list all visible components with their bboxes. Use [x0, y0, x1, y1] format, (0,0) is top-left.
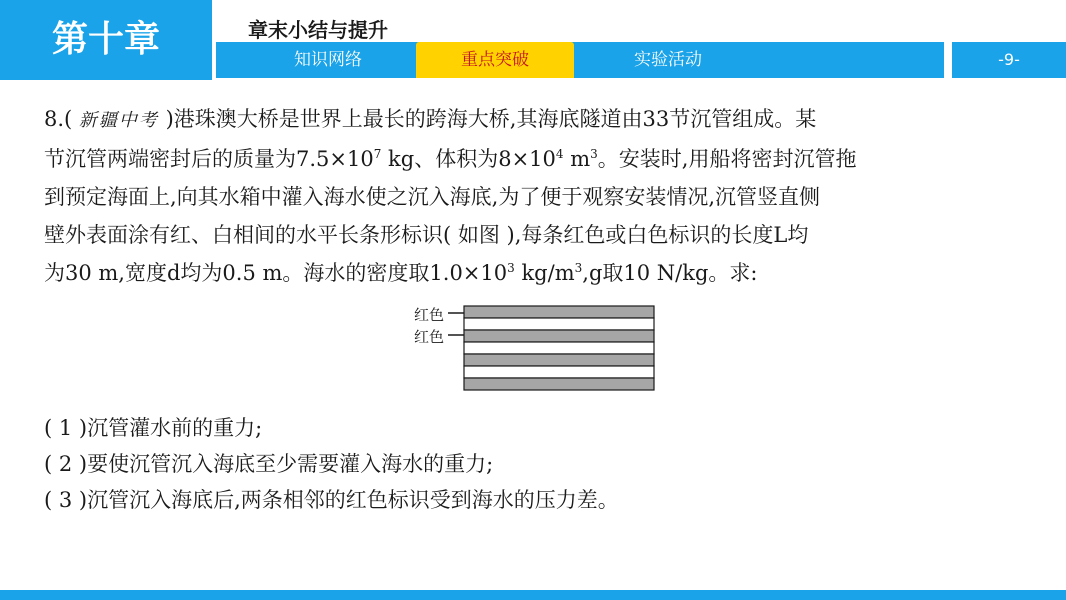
question-list	[44, 410, 619, 518]
question-2: ( 2 )要使沉管沉入海底至少需要灌入海水的重力;	[44, 452, 494, 476]
exponent: 3	[574, 261, 583, 275]
stripe-white	[464, 318, 654, 330]
stripe-figure	[412, 302, 658, 394]
problem-line-4: 壁外表面涂有红、白相间的水平长条形标识( 如图 ),每条红色或白色标识的长度L均	[44, 223, 809, 247]
stripe-red	[464, 354, 654, 366]
chapter-title: 第十章	[0, 0, 212, 80]
text-seg: 为30 m,宽度d均为0.5 m。海水的密度取1.0×10	[44, 261, 508, 285]
problem-source: 新疆中考	[78, 110, 159, 131]
text-seg: m	[563, 147, 591, 171]
tab-knowledge-network[interactable]: 知识网络	[294, 50, 362, 70]
page-number: -9-	[952, 42, 1066, 78]
exponent: 4	[555, 147, 564, 161]
tab-experiments[interactable]: 实验活动	[634, 50, 702, 70]
text-seg: ,g取10 N/kg。求:	[582, 261, 758, 285]
problem-number: 8.(	[44, 107, 73, 131]
text-seg: 。安装时,用船将密封沉管拖	[597, 147, 857, 171]
question-1: ( 1 )沉管灌水前的重力;	[44, 416, 263, 440]
stripe-red	[464, 378, 654, 390]
text-seg: 节沉管两端密封后的质量为7.5×10	[44, 147, 374, 171]
text-seg: kg/m	[514, 261, 575, 285]
stripe-diagram	[412, 302, 658, 394]
stripe-white	[464, 366, 654, 378]
question-3: ( 3 )沉管沉入海底后,两条相邻的红色标识受到海水的压力差。	[44, 488, 619, 512]
stripe-red	[464, 330, 654, 342]
exponent: 3	[507, 261, 515, 275]
problem-line-2	[44, 140, 1034, 178]
exponent: 3	[590, 147, 598, 161]
problem-line-3: 到预定海面上,向其水箱中灌入海水使之沉入海底,为了便于观察安装情况,沉管竖直侧	[44, 185, 821, 209]
bottom-bar	[0, 590, 1066, 600]
section-title: 章末小结与提升	[248, 18, 388, 42]
problem-line-1	[44, 100, 1034, 140]
figure-label-red-2: 红色	[414, 328, 445, 346]
problem-text	[44, 100, 1034, 292]
figure-label-red-1: 红色	[414, 306, 445, 324]
exponent: 7	[373, 147, 382, 161]
stripe-white	[464, 342, 654, 354]
stripe-red	[464, 306, 654, 318]
problem-line-5	[44, 254, 1034, 292]
text-seg: kg、体积为8×10	[381, 147, 556, 171]
tab-key-points[interactable]: 重点突破	[416, 42, 574, 78]
problem-line-1-text: )港珠澳大桥是世界上最长的跨海大桥,其海底隧道由33节沉管组成。某	[165, 107, 817, 131]
